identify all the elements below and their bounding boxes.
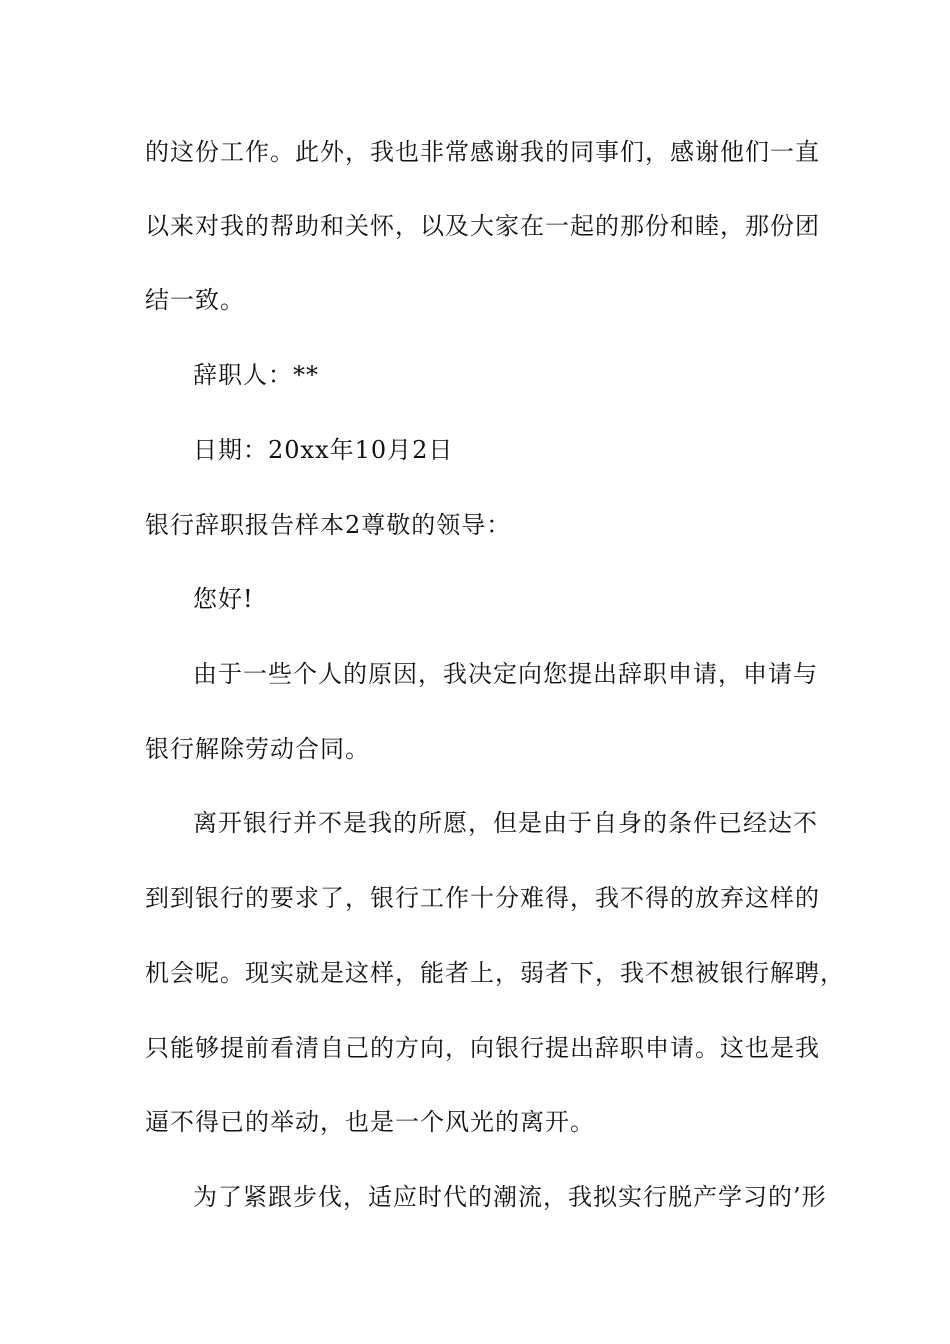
text-line: 只能够提前看清自己的方向，向银行提出辞职申请。这也是我: [145, 1034, 820, 1062]
text-line: 以来对我的帮助和关怀，以及大家在一起的那份和睦，那份团: [145, 212, 820, 240]
text-line: 逼不得已的举动，也是一个风光的离开。: [145, 1108, 595, 1136]
text-line: 为了紧跟步伐，适应时代的潮流，我拟实行脱产学习的’形: [193, 1183, 827, 1211]
text-line: 银行解除劳动合同。: [145, 735, 370, 763]
signer-line: 辞职人：**: [193, 361, 319, 389]
text-line: 到到银行的要求了，银行工作十分难得，我不得的放弃这样的: [145, 884, 820, 912]
text-line: 由于一些个人的原因，我决定向您提出辞职申请，申请与: [193, 660, 818, 688]
text-line: 的这份工作。此外，我也非常感谢我的同事们，感谢他们一直: [145, 138, 820, 166]
greeting-line: 您好!: [193, 585, 254, 613]
text-line: 机会呢。现实就是这样，能者上，弱者下，我不想被银行解聘，: [145, 959, 845, 987]
date-line: 日期：20xx年10月2日: [193, 436, 454, 464]
text-line: 离开银行并不是我的所愿，但是由于自身的条件已经达不: [193, 809, 818, 837]
section-heading: 银行辞职报告样本2尊敬的领导：: [145, 511, 512, 539]
text-line: 结一致。: [145, 286, 245, 314]
